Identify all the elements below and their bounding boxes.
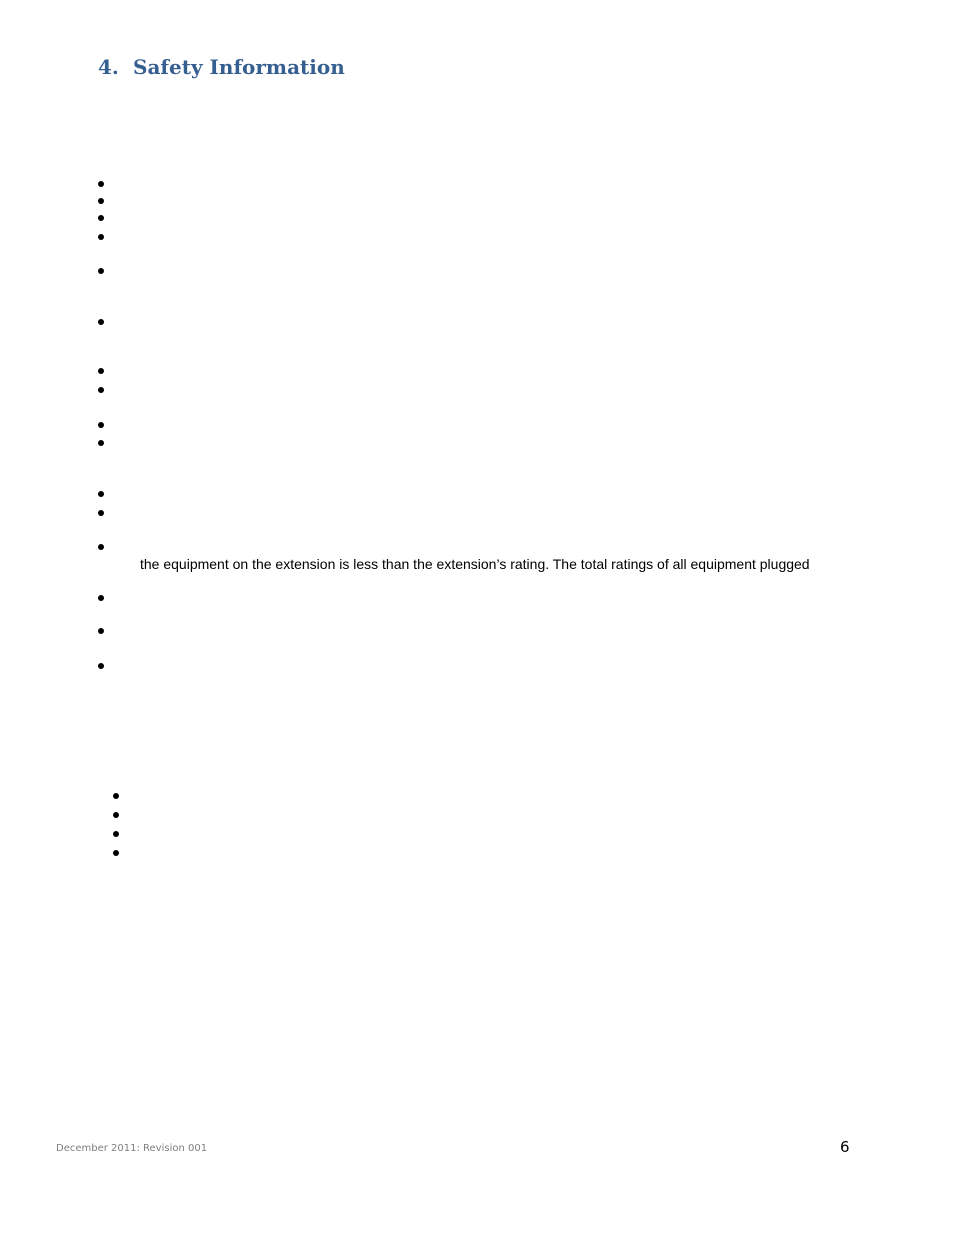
section-heading [98, 55, 345, 79]
bullet-marker [98, 215, 104, 221]
bullet-marker [98, 628, 104, 634]
bullet-marker [98, 491, 104, 497]
page-number: 6 [840, 1138, 850, 1156]
bullet-marker [113, 831, 119, 837]
bullet-marker [98, 234, 104, 240]
bullet-marker [98, 181, 104, 187]
bullet-marker [98, 198, 104, 204]
body-text-line: the equipment on the extension is less than the extension’s rating. The total ratings of all equipment plugged [140, 556, 810, 572]
bullet-marker [98, 544, 104, 550]
bullet-marker [113, 793, 119, 799]
bullet-marker [98, 663, 104, 669]
bullet-marker [98, 319, 104, 325]
bullet-marker [98, 510, 104, 516]
bullet-marker [98, 422, 104, 428]
section-number: 4. [98, 55, 119, 79]
section-title: Safety Information [133, 55, 345, 79]
footer-revision: December 2011: Revision 001 [56, 1143, 208, 1154]
bullet-marker [98, 387, 104, 393]
bullet-marker [98, 440, 104, 446]
bullet-marker [98, 268, 104, 274]
bullet-marker [98, 368, 104, 374]
bullet-marker [98, 595, 104, 601]
bullet-marker [113, 812, 119, 818]
bullet-marker [113, 850, 119, 856]
